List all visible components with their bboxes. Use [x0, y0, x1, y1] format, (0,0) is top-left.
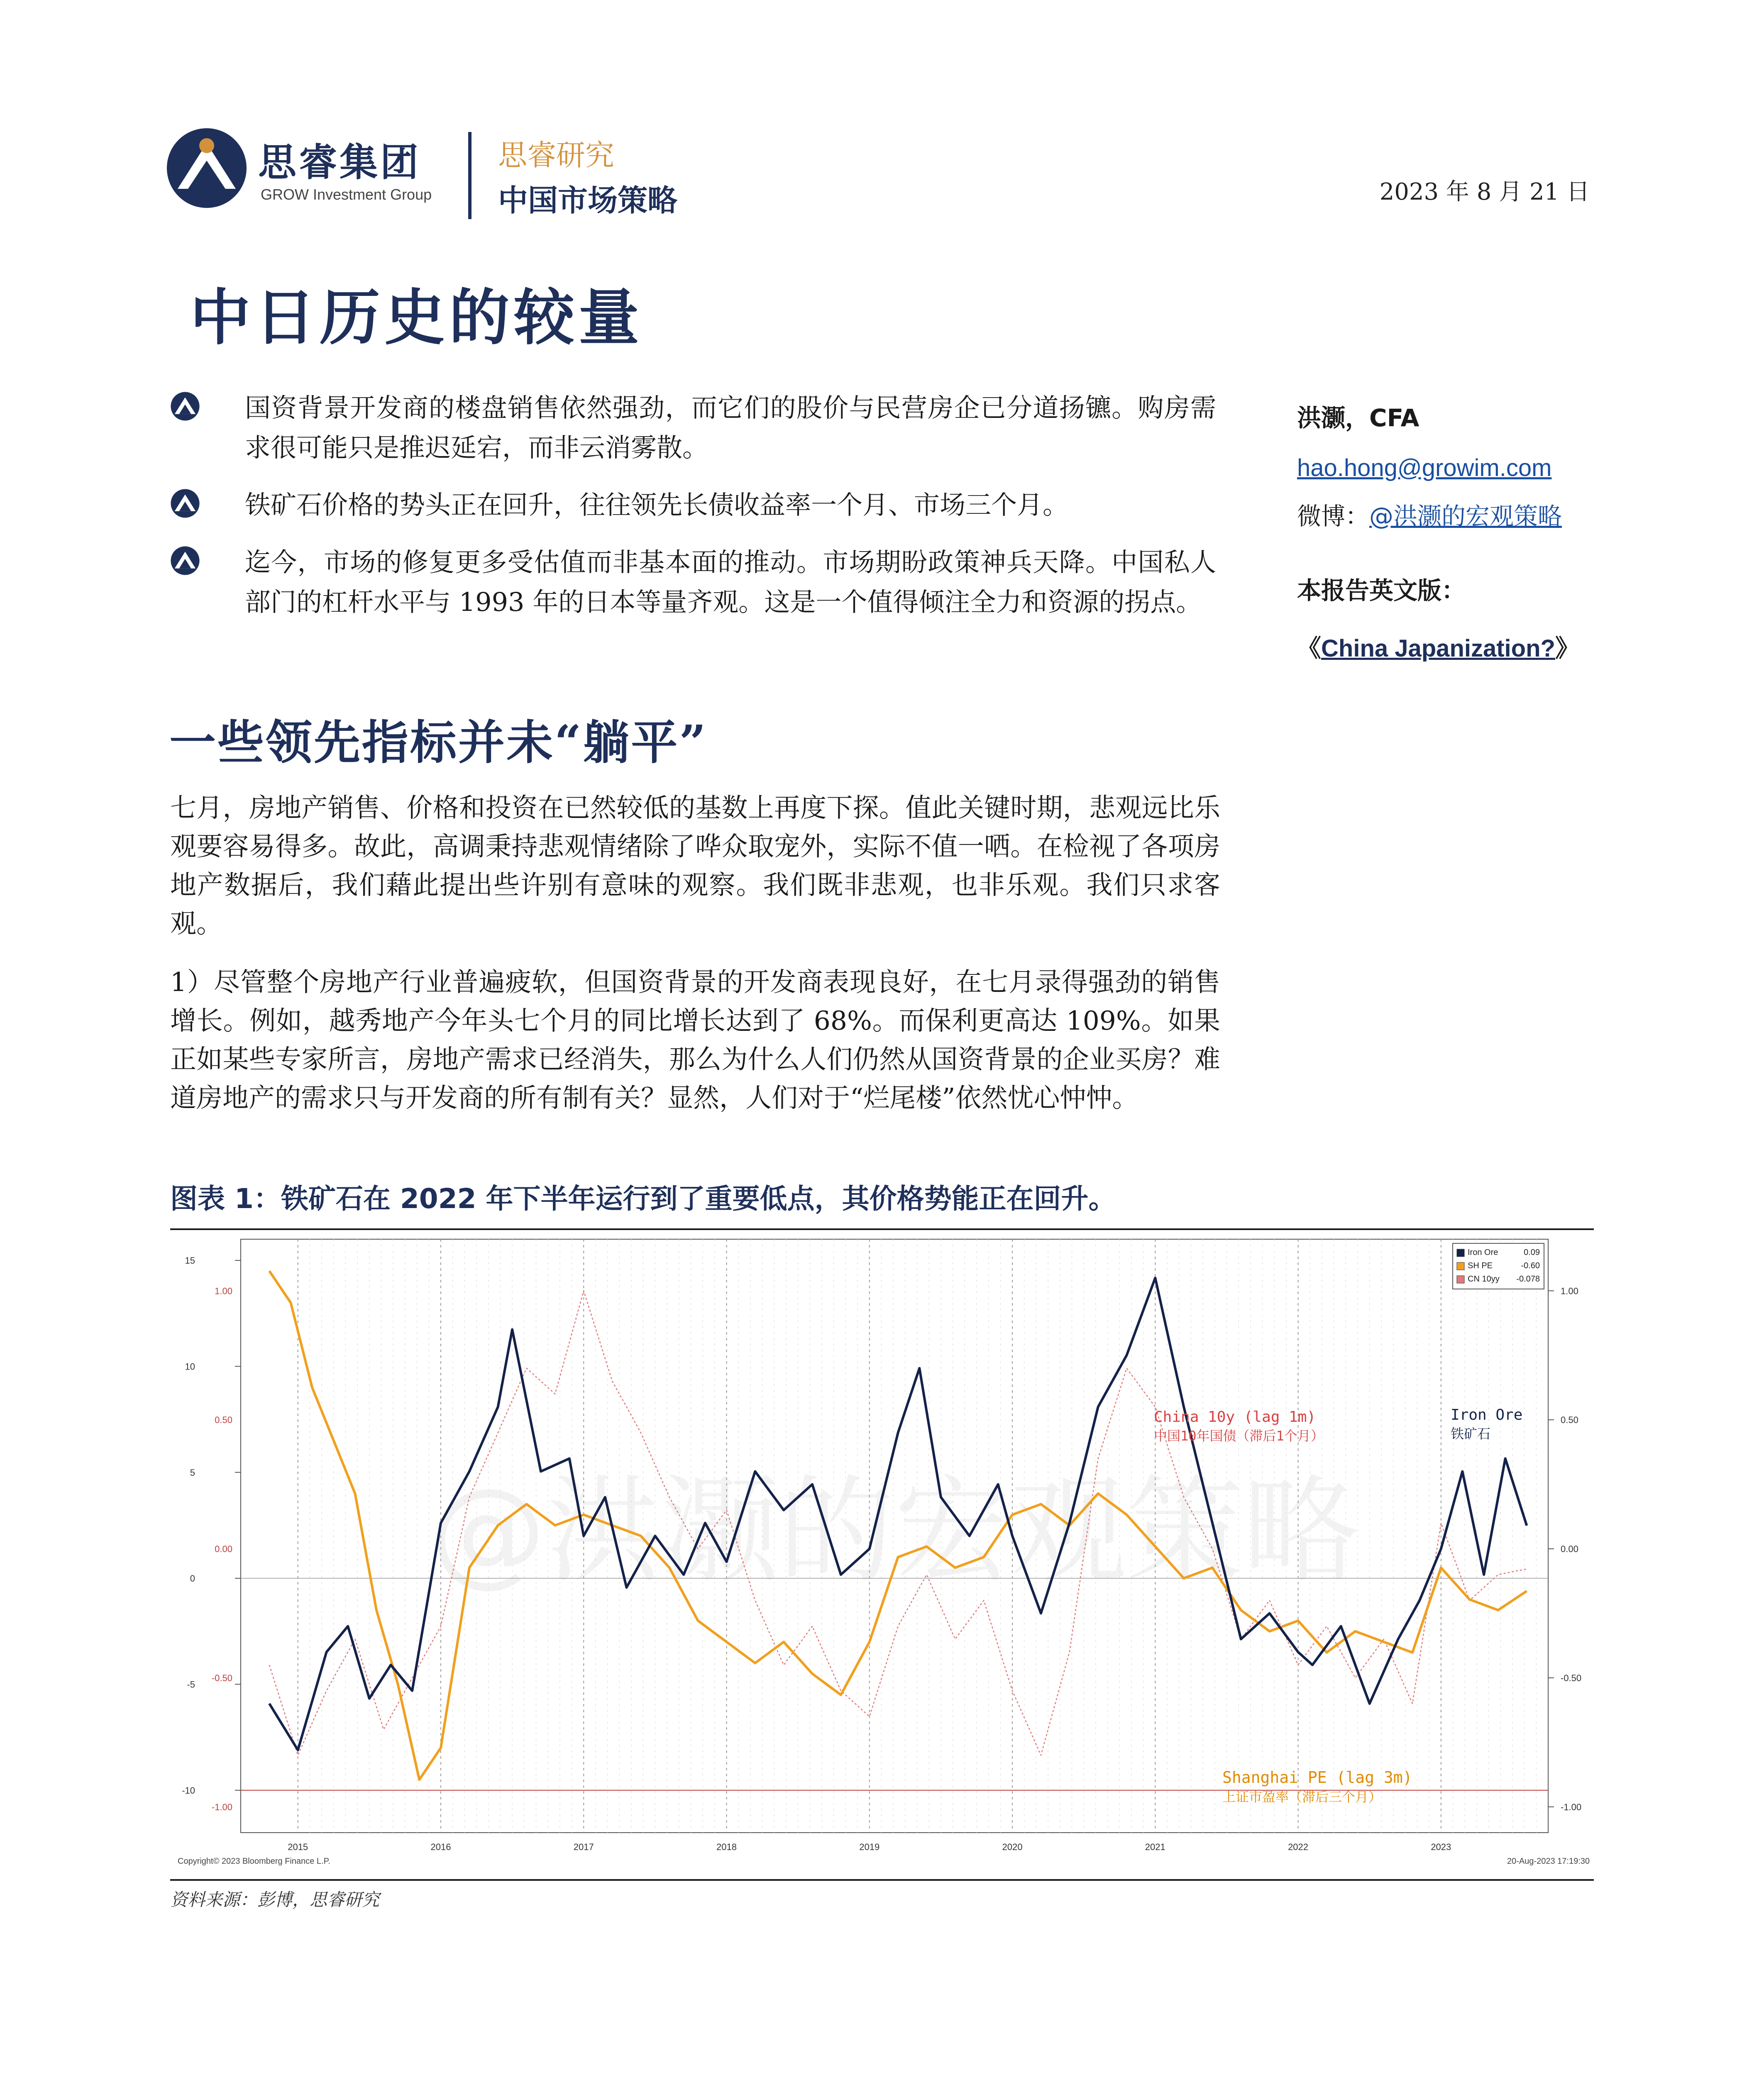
- chart-annotation: 中国10年国债（滞后1个月）: [1154, 1428, 1324, 1444]
- legend-swatch: [1457, 1249, 1464, 1257]
- x-tick-label: 2019: [859, 1842, 880, 1852]
- logo-bullet-icon: [170, 546, 200, 576]
- chart-annotation: 铁矿石: [1451, 1426, 1491, 1442]
- figure-rule-top: [170, 1228, 1594, 1230]
- summary-bullet-text: 迄今，市场的修复更多受估值而非基本面的推动。市场期盼政策神兵天降。中国私人部门的杠杆水平与 1993 年的日本等量齐观。这是一个值得倾注全力和资源的拐点。: [245, 547, 1216, 617]
- company-name-cn: 思睿集团: [258, 140, 421, 185]
- x-tick-label: 2016: [430, 1842, 451, 1852]
- header-divider: [468, 132, 472, 219]
- chart-annotation: 上证市盈率（滞后三个月）: [1222, 1789, 1382, 1805]
- y-right-tick-label: 0.50: [1561, 1415, 1578, 1426]
- figure-rule-bottom: [170, 1879, 1594, 1881]
- logo-bullet-icon: [170, 391, 200, 421]
- summary-bullet: [170, 485, 1216, 525]
- legend-label: SH PE: [1468, 1261, 1493, 1270]
- chart-annotation: China 10y (lag 1m): [1154, 1409, 1316, 1426]
- legend-value: -0.078: [1516, 1274, 1540, 1284]
- x-tick-label: 2021: [1145, 1842, 1165, 1852]
- research-label: 思睿研究: [498, 138, 614, 172]
- y-right-tick-label: 1.00: [1561, 1286, 1578, 1296]
- legend-value: -0.60: [1521, 1261, 1540, 1270]
- x-tick-label: 2015: [288, 1842, 308, 1852]
- legend-swatch: [1457, 1262, 1464, 1270]
- logo-bullet-icon: [170, 488, 200, 518]
- company-logo-emblem: [165, 127, 248, 210]
- summary-bullets: [170, 388, 1216, 640]
- y-left-inner-tick-label: 1.00: [215, 1286, 232, 1296]
- summary-bullet-text: 国资背景开发商的楼盘销售依然强劲，而它们的股价与民营房企已分道扬镳。购房需求很可能只是推迟延宕，而非云消雾散。: [245, 393, 1216, 463]
- y-left-outer-tick-label: -10: [182, 1785, 195, 1796]
- y-right-tick-label: -0.50: [1561, 1672, 1582, 1683]
- company-name-en: GROW Investment Group: [261, 186, 432, 203]
- x-tick-label: 2023: [1431, 1842, 1451, 1852]
- report-title: 中日历史的较量: [190, 282, 643, 353]
- chart-watermark: @洪灏的宏观策略: [430, 1464, 1359, 1599]
- figure-title: 图表 1：铁矿石在 2022 年下半年运行到了重要低点，其价格势能正在回升。: [170, 1183, 1116, 1215]
- x-tick-label: 2017: [573, 1842, 594, 1852]
- x-tick-label: 2018: [716, 1842, 737, 1852]
- author-name: 洪灏，CFA: [1297, 404, 1420, 432]
- legend-swatch: [1457, 1276, 1464, 1283]
- english-report-link[interactable]: China Japanization?: [1321, 635, 1555, 662]
- section-heading: 一些领先指标并未“躺平”: [169, 715, 708, 770]
- weibo-label: 微博：: [1297, 502, 1370, 530]
- english-version-label: 本报告英文版：: [1297, 576, 1466, 605]
- y-left-outer-tick-label: 15: [185, 1255, 195, 1266]
- y-left-inner-tick-label: 0.00: [215, 1544, 232, 1555]
- author-email-link[interactable]: hao.hong@growim.com: [1297, 454, 1552, 481]
- english-version-title: [1297, 629, 1596, 664]
- summary-bullet: [170, 542, 1216, 622]
- author-sidebar: [1297, 398, 1596, 664]
- title-bracket-close: 》: [1555, 634, 1579, 662]
- weibo-handle-link[interactable]: @洪灏的宏观策略: [1369, 502, 1562, 530]
- y-right-tick-label: 0.00: [1561, 1544, 1578, 1555]
- y-left-inner-tick-label: -1.00: [211, 1802, 232, 1812]
- y-left-outer-tick-label: -5: [187, 1679, 195, 1690]
- y-left-outer-tick-label: 0: [190, 1573, 195, 1584]
- chart-timestamp: 20-Aug-2023 17:19:30: [1507, 1857, 1590, 1866]
- body-paragraph: 七月，房地产销售、价格和投资在已然较低的基数上再度下探。值此关键时期，悲观远比乐观要容易得多。故此，高调秉持悲观情绪除了哗众取宠外，实际不值一哂。在检视了各项房地产数据后，我们藉此提出些许别有意味的观察。我们既非悲观，也非乐观。我们只求客观。: [170, 793, 1220, 939]
- summary-bullet-text: 铁矿石价格的势头正在回升，往往领先长债收益率一个月、市场三个月。: [245, 490, 1069, 520]
- y-left-inner-tick-label: 0.50: [215, 1415, 232, 1426]
- iron-ore-chart: [170, 1231, 1594, 1878]
- y-left-inner-tick-label: -0.50: [211, 1672, 232, 1683]
- chart-copyright: Copyright© 2023 Bloomberg Finance L.P.: [178, 1857, 330, 1866]
- summary-bullet: [170, 388, 1216, 468]
- y-left-outer-tick-label: 10: [185, 1361, 195, 1372]
- legend-value: 0.09: [1524, 1248, 1540, 1257]
- chart-annotation: Iron Ore: [1451, 1406, 1523, 1423]
- y-right-tick-label: -1.00: [1561, 1802, 1582, 1812]
- weibo-row: [1297, 497, 1596, 532]
- body-paragraph: 1）尽管整个房地产行业普遍疲软，但国资背景的开发商表现良好，在七月录得强劲的销售增长。例如，越秀地产今年头七个月的同比增长达到了 68%。而保利更高达 109%。如果正如某些专家所言，房地产需求已经消失，那么为什么人们仍然从国资背景的企业买房？难道房地产的需求只与开发商的所有制有关？显然，人们对于“烂尾楼”依然忧心忡忡。: [170, 967, 1220, 1113]
- series-label: 中国市场策略: [498, 183, 678, 218]
- title-bracket-open: 《: [1297, 634, 1322, 662]
- chart-annotation: Shanghai PE (lag 3m): [1222, 1768, 1412, 1787]
- figure-source: 资料来源：彭博，思睿研究: [170, 1889, 380, 1910]
- x-tick-label: 2020: [1002, 1842, 1023, 1852]
- y-left-outer-tick-label: 5: [190, 1467, 195, 1478]
- x-tick-label: 2022: [1288, 1842, 1309, 1852]
- report-date: 2023 年 8 月 21 日: [1379, 178, 1590, 205]
- legend-label: CN 10yy: [1468, 1274, 1500, 1284]
- legend-label: Iron Ore: [1468, 1248, 1498, 1257]
